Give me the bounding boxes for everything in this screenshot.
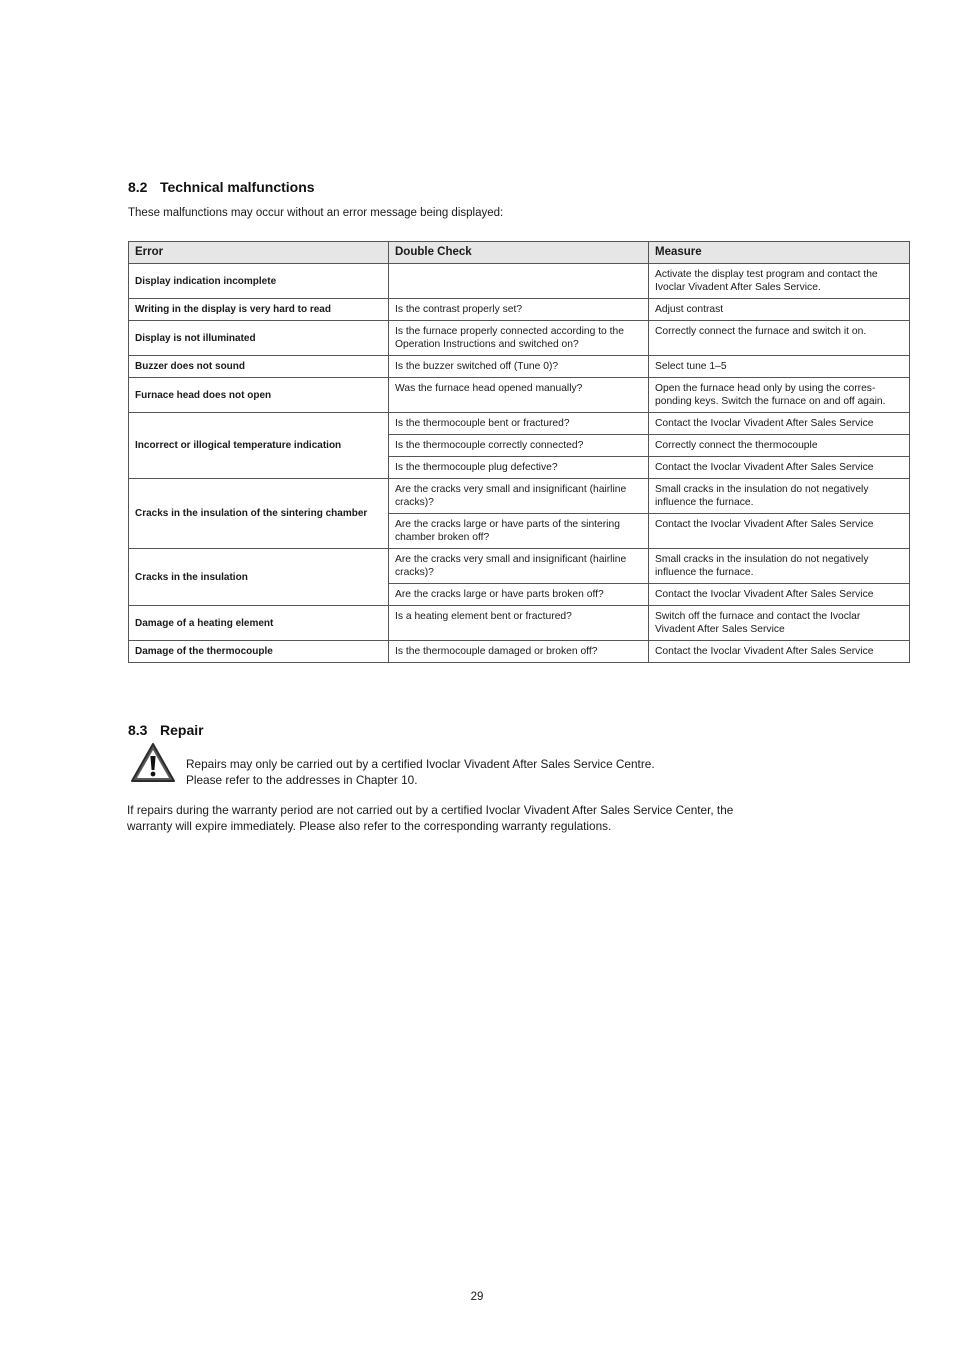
double-check-cell: Is the thermocouple correctly connected? <box>389 435 649 457</box>
table-body <box>129 264 910 663</box>
table-row <box>129 479 910 514</box>
double-check-cell: Is the thermocouple plug defective? <box>389 457 649 479</box>
error-cell: Furnace head does not open <box>129 378 389 413</box>
table-row <box>129 378 910 413</box>
error-cell: Display indication incomplete <box>129 264 389 299</box>
measure-cell: Contact the Ivoclar Vivadent After Sales Service <box>649 641 910 663</box>
malfunctions-table <box>128 241 910 663</box>
measure-cell: Switch off the furnace and contact the Ivoclar Vivadent After Sales Service <box>649 606 910 641</box>
double-check-cell <box>389 264 649 299</box>
table-row <box>129 356 910 378</box>
double-check-cell: Is the thermocouple bent or fractured? <box>389 413 649 435</box>
error-cell: Damage of a heating element <box>129 606 389 641</box>
table-header-row <box>129 242 910 264</box>
measure-cell: Contact the Ivoclar Vivadent After Sales Service <box>649 413 910 435</box>
section-title: Repair <box>160 722 204 738</box>
table-row <box>129 606 910 641</box>
double-check-cell: Was the furnace head opened manually? <box>389 378 649 413</box>
measure-cell: Small cracks in the insulation do not negatively influence the furnace. <box>649 549 910 584</box>
error-cell: Cracks in the insulation of the sintering chamber <box>129 479 389 549</box>
error-cell: Incorrect or illogical temperature indication <box>129 413 389 479</box>
measure-cell: Open the furnace head only by using the corres-ponding keys. Switch the furnace on and off again. <box>649 378 910 413</box>
double-check-cell: Is the furnace properly connected according to the Operation Instructions and switched on? <box>389 321 649 356</box>
error-cell: Damage of the thermocouple <box>129 641 389 663</box>
section-title: Technical malfunctions <box>160 179 315 195</box>
error-cell: Buzzer does not sound <box>129 356 389 378</box>
warranty-paragraph: If repairs during the warranty period are not carried out by a certified Ivoclar Vivadent After Sales Service Center, the warranty will expire immediately. Please also refer to the corresponding warranty regulations. <box>127 803 734 833</box>
measure-cell: Select tune 1–5 <box>649 356 910 378</box>
section-number: 8.2 <box>128 179 148 195</box>
repair-warning-line-1: Repairs may only be carried out by a certified Ivoclar Vivadent After Sales Service Centre. <box>186 757 655 771</box>
double-check-cell: Are the cracks large or have parts broken off? <box>389 584 649 606</box>
section-8-2-heading <box>128 179 315 195</box>
table-row <box>129 264 910 299</box>
table-row <box>129 413 910 435</box>
error-cell: Writing in the display is very hard to read <box>129 299 389 321</box>
measure-cell: Contact the Ivoclar Vivadent After Sales Service <box>649 457 910 479</box>
double-check-cell: Is the contrast properly set? <box>389 299 649 321</box>
measure-cell: Correctly connect the furnace and switch it on. <box>649 321 910 356</box>
measure-cell: Contact the Ivoclar Vivadent After Sales Service <box>649 584 910 606</box>
header-double-check: Double Check <box>389 242 649 264</box>
double-check-cell: Are the cracks very small and insignificant (hairline cracks)? <box>389 549 649 584</box>
header-error: Error <box>129 242 389 264</box>
measure-cell: Contact the Ivoclar Vivadent After Sales Service <box>649 514 910 549</box>
error-cell: Display is not illuminated <box>129 321 389 356</box>
measure-cell: Correctly connect the thermocouple <box>649 435 910 457</box>
table-row <box>129 299 910 321</box>
double-check-cell: Is the buzzer switched off (Tune 0)? <box>389 356 649 378</box>
table-row <box>129 641 910 663</box>
page-number: 29 <box>470 1291 484 1303</box>
double-check-cell: Is a heating element bent or fractured? <box>389 606 649 641</box>
repair-warning <box>186 756 655 788</box>
section-number: 8.3 <box>128 722 148 738</box>
measure-cell: Adjust contrast <box>649 299 910 321</box>
measure-cell: Activate the display test program and contact the Ivoclar Vivadent After Sales Service. <box>649 264 910 299</box>
double-check-cell: Are the cracks large or have parts of the sintering chamber broken off? <box>389 514 649 549</box>
double-check-cell: Are the cracks very small and insignificant (hairline cracks)? <box>389 479 649 514</box>
warning-triangle-icon <box>130 741 176 783</box>
header-measure: Measure <box>649 242 910 264</box>
section-8-3-heading <box>128 722 204 738</box>
table-row <box>129 321 910 356</box>
measure-cell: Small cracks in the insulation do not negatively influence the furnace. <box>649 479 910 514</box>
double-check-cell: Is the thermocouple damaged or broken off? <box>389 641 649 663</box>
error-cell: Cracks in the insulation <box>129 549 389 606</box>
table-row <box>129 549 910 584</box>
repair-warning-line-2: Please refer to the addresses in Chapter 10. <box>186 773 418 787</box>
section-intro: These malfunctions may occur without an error message being displayed: <box>128 207 504 219</box>
